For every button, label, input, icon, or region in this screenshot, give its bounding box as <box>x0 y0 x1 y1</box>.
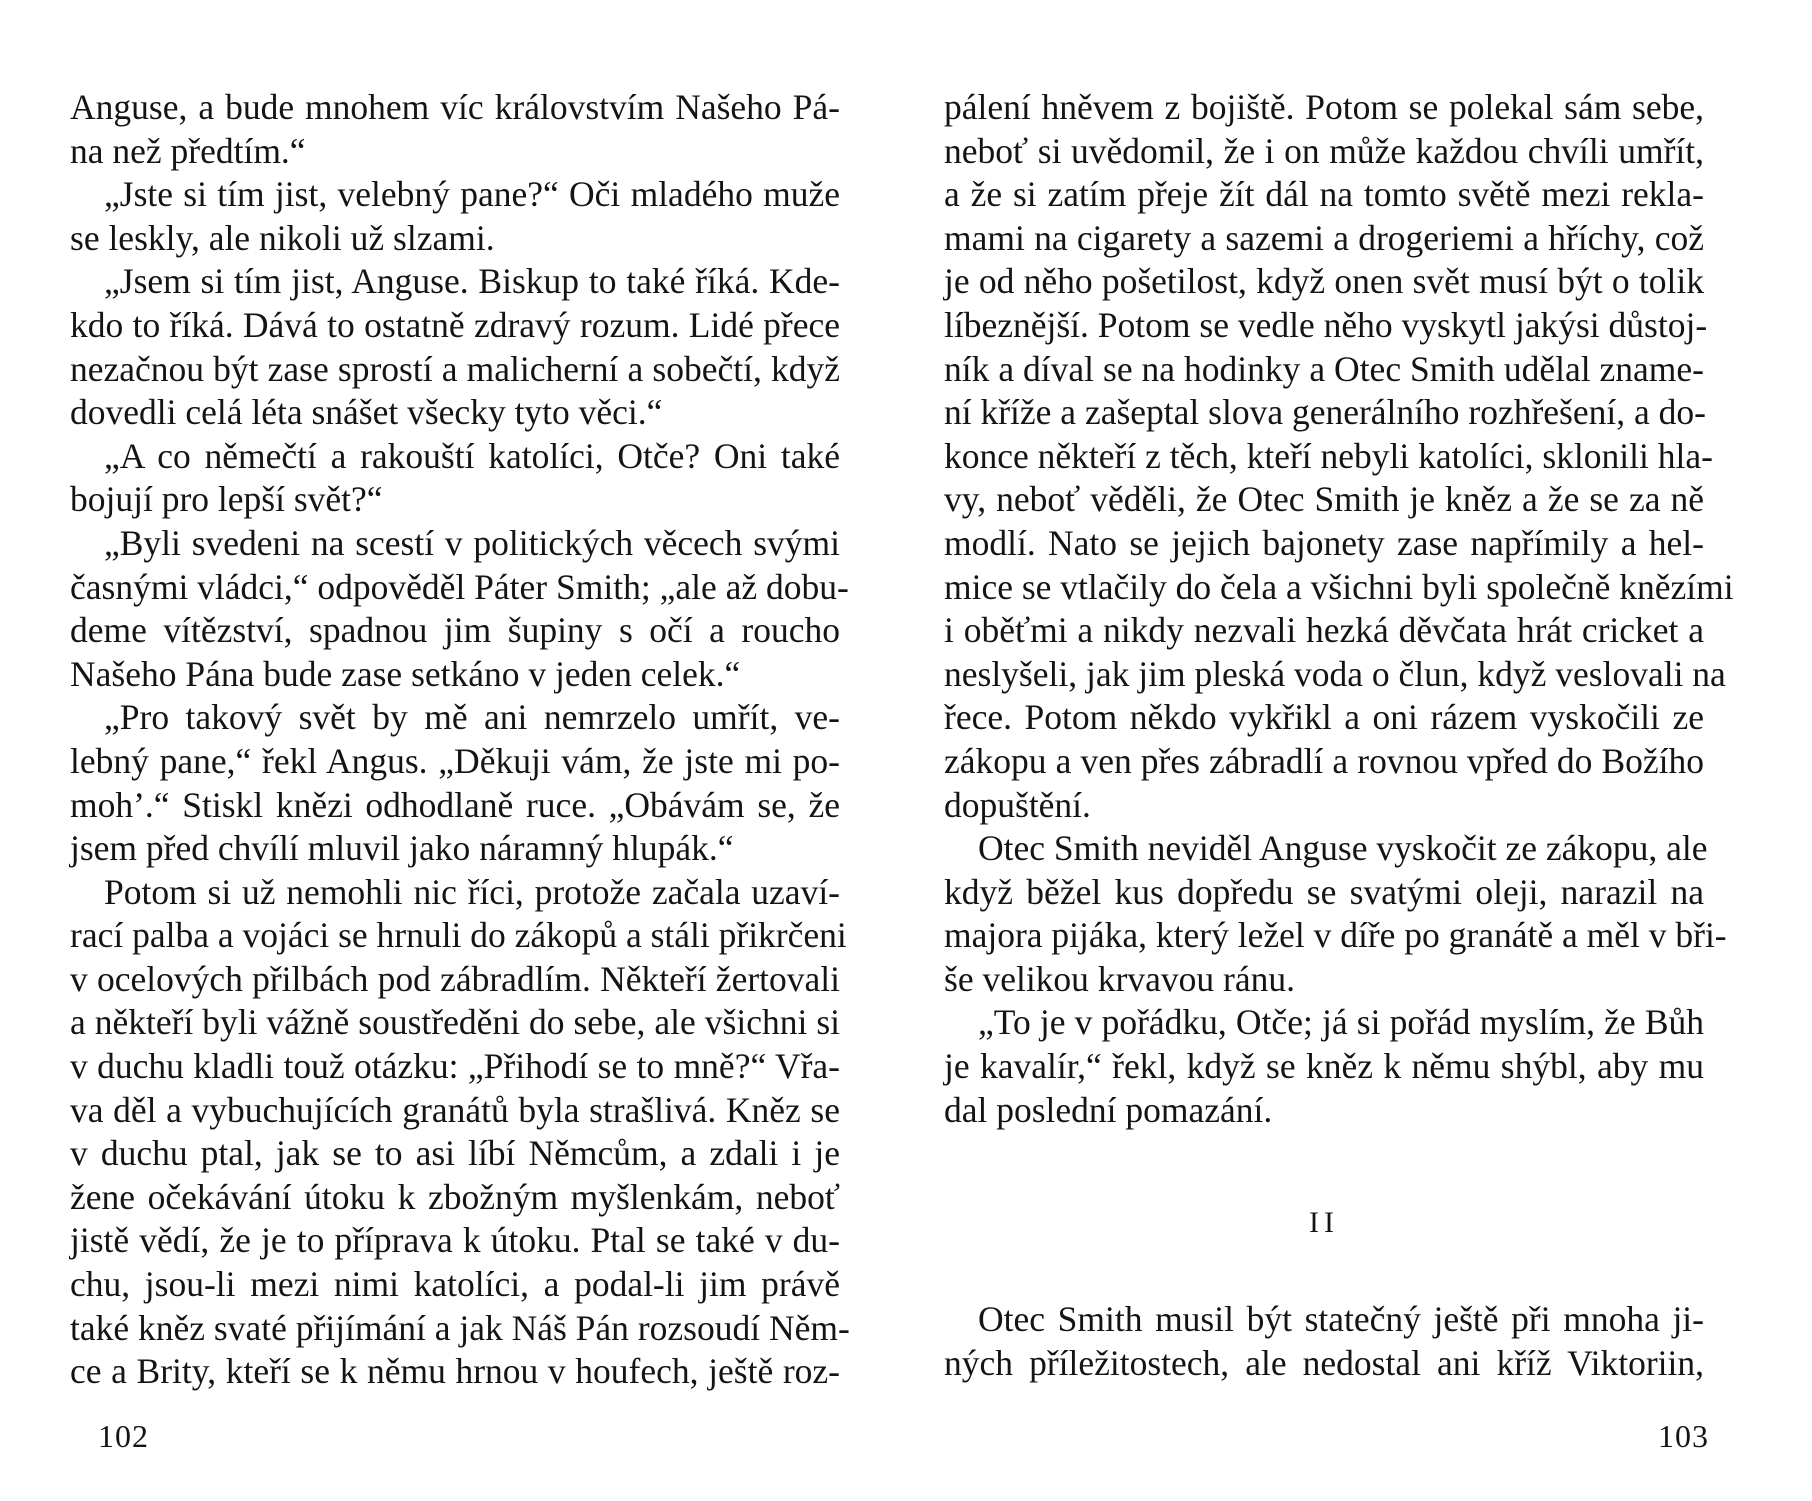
right-page <box>906 0 1812 1501</box>
text-line: neslyšeli, jak jim pleská voda o člun, když veslovali na <box>944 653 1726 694</box>
text-line: a že si zatím přeje žít dál na tomto světě mezi rekla- <box>944 174 1704 215</box>
text-line: vy, neboť věděli, že Otec Smith je kněz a že se za ně <box>944 479 1704 520</box>
section-heading: II <box>1309 1206 1339 1239</box>
text-line: ce a Brity, kteří se k němu hrnou v houfech, ještě roz- <box>70 1351 840 1392</box>
text-line: pálení hněvem z bojiště. Potom se polekal sám sebe, <box>944 87 1704 127</box>
text-line: mami na cigarety a sazemi a drogeriemi a hříchy, což <box>944 217 1704 258</box>
text-line: mice se vtlačily do čela a všichni byli společně knězími <box>944 566 1734 607</box>
text-line: chu, jsou-li mezi nimi katolíci, a podal-li jim právě <box>70 1264 840 1305</box>
text-line: zákopu a ven přes zábradlí a rovnou vpřed do Božího <box>944 740 1704 781</box>
text-line: řece. Potom někdo vykřikl a oni rázem vyskočili ze <box>944 697 1704 738</box>
text-line: Anguse, a bude mnohem víc královstvím Našeho Pá- <box>70 87 840 127</box>
text-line: jsem před chvílí mluvil jako náramný hlupák.“ <box>70 828 734 869</box>
text-line: Otec Smith musil být statečný ještě při mnoha ji- <box>978 1299 1704 1339</box>
text-line: deme vítězství, spadnou jim šupiny s očí a roucho <box>70 610 840 651</box>
text-line: rací palba a vojáci se hrnuli do zákopů a stáli přikrčeni <box>70 915 847 956</box>
text-line: majora pijáka, který ležel v díře po granátě a měl v bři- <box>944 915 1727 956</box>
text-line: je od něho pošetilost, když onen svět musí být o tolik <box>944 261 1704 302</box>
text-line: še velikou krvavou ránu. <box>944 958 1295 999</box>
text-line: Našeho Pána bude zase setkáno v jeden celek.“ <box>70 653 741 694</box>
text-line: a někteří byli vážně soustředěni do sebe, ale všichni si <box>70 1002 840 1043</box>
text-line: „A co němečtí a rakouští katolíci, Otče? Oni také <box>104 435 840 476</box>
right-page-text <box>944 86 1734 1132</box>
text-line: i oběťmi a nikdy nezvali hezká děvčata hrát cricket a <box>944 610 1704 651</box>
text-line: dopuštění. <box>944 784 1091 825</box>
text-line: na než předtím.“ <box>70 130 306 171</box>
page-number: 102 <box>98 1418 149 1454</box>
text-line: dovedli celá léta snášet všecky tyto věci.“ <box>70 392 663 433</box>
text-line: v duchu ptal, jak se to asi líbí Němcům, a zdali i je <box>70 1133 840 1174</box>
text-line: moh’.“ Stiskl knězi odhodlaně ruce. „Obávám se, že <box>70 784 840 825</box>
text-line: v ocelových přilbách pod zábradlím. Někteří žertovali <box>70 958 840 999</box>
text-line: jistě vědí, že je to příprava k útoku. Ptal se také v du- <box>70 1220 840 1261</box>
text-line: dal poslední pomazání. <box>944 1089 1273 1130</box>
text-line: když běžel kus dopředu se svatými oleji, narazil na <box>944 871 1704 912</box>
text-line: ní kříže a zašeptal slova generálního rozhřešení, a do- <box>944 392 1706 433</box>
text-line: také kněz svaté přijímání a jak Náš Pán rozsoudí Něm- <box>70 1307 850 1348</box>
text-line: „Jste si tím jist, velebný pane?“ Oči mladého muže <box>104 174 840 215</box>
text-line: modlí. Nato se jejich bajonety zase napřímily a hel- <box>944 522 1704 563</box>
text-line: „Pro takový svět by mě ani nemrzelo umřít, ve- <box>104 697 840 738</box>
text-line: ných příležitostech, ale nedostal ani kříž Viktoriin, <box>944 1342 1704 1383</box>
text-line: lebný pane,“ řekl Angus. „Děkuji vám, že jste mi po- <box>70 740 840 781</box>
text-line: va děl a vybuchujících granátů byla strašlivá. Kněz se <box>70 1089 840 1130</box>
text-line: „Byli svedeni na scestí v politických věcech svými <box>104 522 840 563</box>
text-line: bojují pro lepší svět?“ <box>70 479 383 520</box>
text-line: kdo to říká. Dává to ostatně zdravý rozum. Lidé přece <box>70 304 840 345</box>
text-line: „Jsem si tím jist, Anguse. Biskup to také říká. Kde- <box>104 261 840 302</box>
text-line: konce někteří z těch, kteří nebyli katolíci, sklonili hla- <box>944 435 1713 476</box>
page-number: 103 <box>1658 1418 1709 1454</box>
text-line: ník a díval se na hodinky a Otec Smith udělal zname- <box>944 348 1704 389</box>
text-line: nezačnou být zase sprostí a malicherní a sobečtí, když <box>70 348 840 389</box>
left-page-text <box>70 86 850 1394</box>
text-line: je kavalír,“ řekl, když se kněz k němu shýbl, aby mu <box>944 1046 1704 1087</box>
text-line: časnými vládci,“ odpověděl Páter Smith; „ale až dobu- <box>70 566 849 607</box>
text-line: neboť si uvědomil, že i on může každou chvíli umřít, <box>944 130 1704 171</box>
text-line: líbeznější. Potom se vedle něho vyskytl jakýsi důstoj- <box>944 304 1708 345</box>
text-line: žene očekávání útoku k zbožným myšlenkám, neboť <box>70 1176 840 1217</box>
text-line: Potom si už nemohli nic říci, protože začala uzaví- <box>104 871 840 912</box>
section-text <box>944 1298 1704 1385</box>
text-line: se leskly, ale nikoli už slzami. <box>70 217 495 258</box>
text-line: Otec Smith neviděl Anguse vyskočit ze zákopu, ale <box>978 828 1708 869</box>
text-line: „To je v pořádku, Otče; já si pořád myslím, že Bůh <box>978 1002 1704 1043</box>
text-line: v duchu kladli touž otázku: „Přihodí se to mně?“ Vřa- <box>70 1046 840 1087</box>
